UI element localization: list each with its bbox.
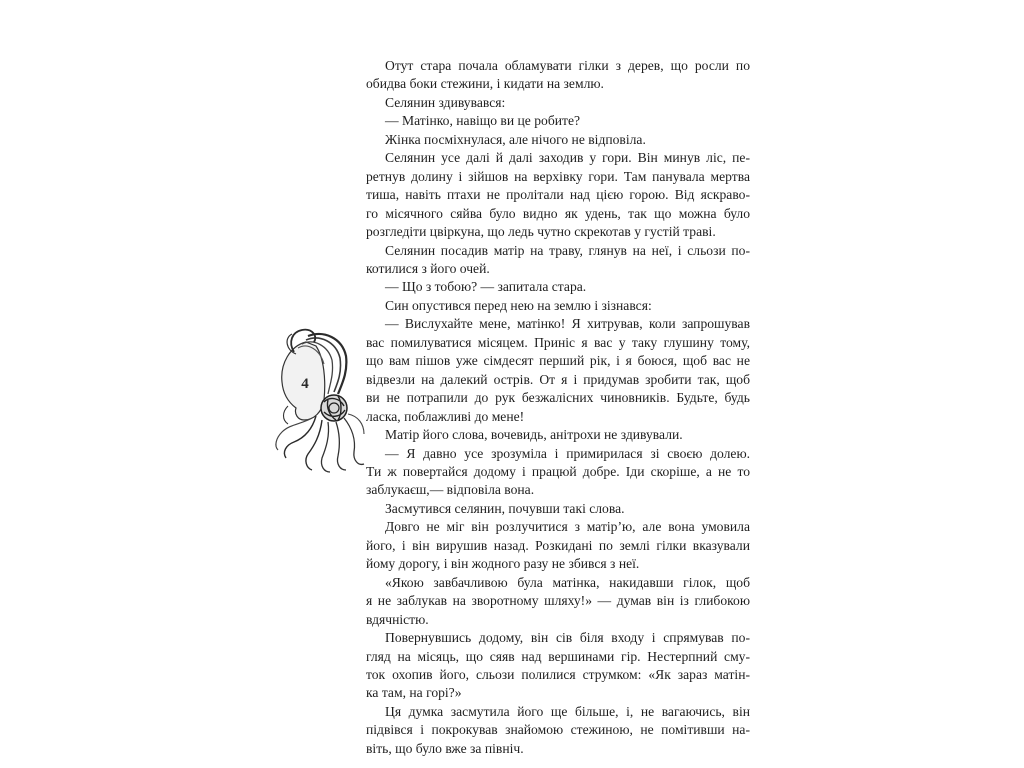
text-line: Син опустився перед нею на землю і зізнався: <box>385 297 652 313</box>
text-line: відвезли на далекий острів. От я і придумав зробити так, щоб <box>366 371 750 387</box>
text-line: розгледіти цвіркуна, що ледь чутно скрекотав у густій траві. <box>366 224 716 240</box>
text-line: — Матінко, навіщо ви це робите? <box>385 113 581 129</box>
text-line: заблукаєш,— відповіла вона. <box>366 482 535 498</box>
text-line: Жінка посміхнулася, але нічого не відповіла. <box>385 131 646 147</box>
text-line: Довго не міг він розлучитися з матір’ю, але вона умовила <box>385 519 750 535</box>
text-line: що вам пішов уже сімдесят перший рік, і я боюся, щоб вас не <box>366 353 750 369</box>
text-line: Ця думка засмутила його ще більше, і, не вагаючись, він <box>385 703 750 719</box>
text-line: — Вислухайте мене, матінко! Я хитрував, коли запрошував <box>385 316 750 332</box>
text-line: ток охопив його, сльози полилися струмком: «Як зараз матін- <box>366 666 750 682</box>
text-line: вдячністю. <box>366 611 429 627</box>
text-line: Отут стара почала обламувати гілки з дерев, що росли по <box>385 58 750 73</box>
text-line: ретнув долину і зійшов на верхівку гори. Там панувала мертва <box>366 168 750 184</box>
text-line: Селянин посадив матір на траву, глянув на неї, і сльози по- <box>385 242 750 258</box>
text-line: — Я давно усе зрозуміла і примирилася зі своєю долею. <box>385 445 750 461</box>
text-line: Селянин здивувався: <box>385 94 506 110</box>
text-line: ка там, на горі?» <box>366 685 462 701</box>
text-line: Засмутився селянин, почувши такі слова. <box>385 500 625 516</box>
text-line: ви не потрапили до рук безжалісних чиновників. Будьте, будь <box>366 390 750 406</box>
text-line: го місячного сяйва було видно як удень, так що можна було <box>366 205 750 221</box>
text-line: котилися з його очей. <box>366 260 490 276</box>
text-line: підвівся і покрокував знайомою стежиною, не помітивши на- <box>366 722 750 738</box>
text-line: вас помилуватися місяцем. Приніс я вас у таку глушину тому, <box>366 334 750 350</box>
hair-knot-illustration-icon <box>268 320 368 478</box>
story-text <box>366 57 750 758</box>
text-line: — Що з тобою? — запитала стара. <box>385 279 587 295</box>
text-line: обидва боки стежини, і кидати на землю. <box>366 76 604 92</box>
text-line: Матір його слова, вочевидь, анітрохи не здивували. <box>385 427 683 443</box>
text-line: Селянин усе далі й далі заходив у гори. Він минув ліс, пе- <box>385 150 750 166</box>
text-line: йому дорогу, і він жодного разу не збився з неї. <box>366 556 640 572</box>
text-line: гляд на місяць, що сяяв над вершинами гір. Нестерпний сму- <box>366 648 750 664</box>
text-line: Ти ж повертайся додому і працюй добре. Іди скоріше, а не то <box>366 463 750 479</box>
text-line: «Якою завбачливою була матінка, накидавши гілок, щоб <box>385 574 750 590</box>
chapter-number: 4 <box>301 376 309 392</box>
text-line: віть, що було вже за північ. <box>366 740 524 756</box>
text-line: я не заблукав на зворотному шляху!» — думав він із глибокою <box>366 593 750 609</box>
text-line: його, і він вирушив назад. Розкидані по землі гілки вказували <box>366 537 750 553</box>
text-line: тиша, навіть птахи не пролітали над цією горою. Від яскраво- <box>366 187 750 203</box>
text-line: ласка, поблажливі до мене! <box>366 408 525 424</box>
text-line: Повернувшись додому, він сів біля входу і спрямував по- <box>385 630 750 646</box>
